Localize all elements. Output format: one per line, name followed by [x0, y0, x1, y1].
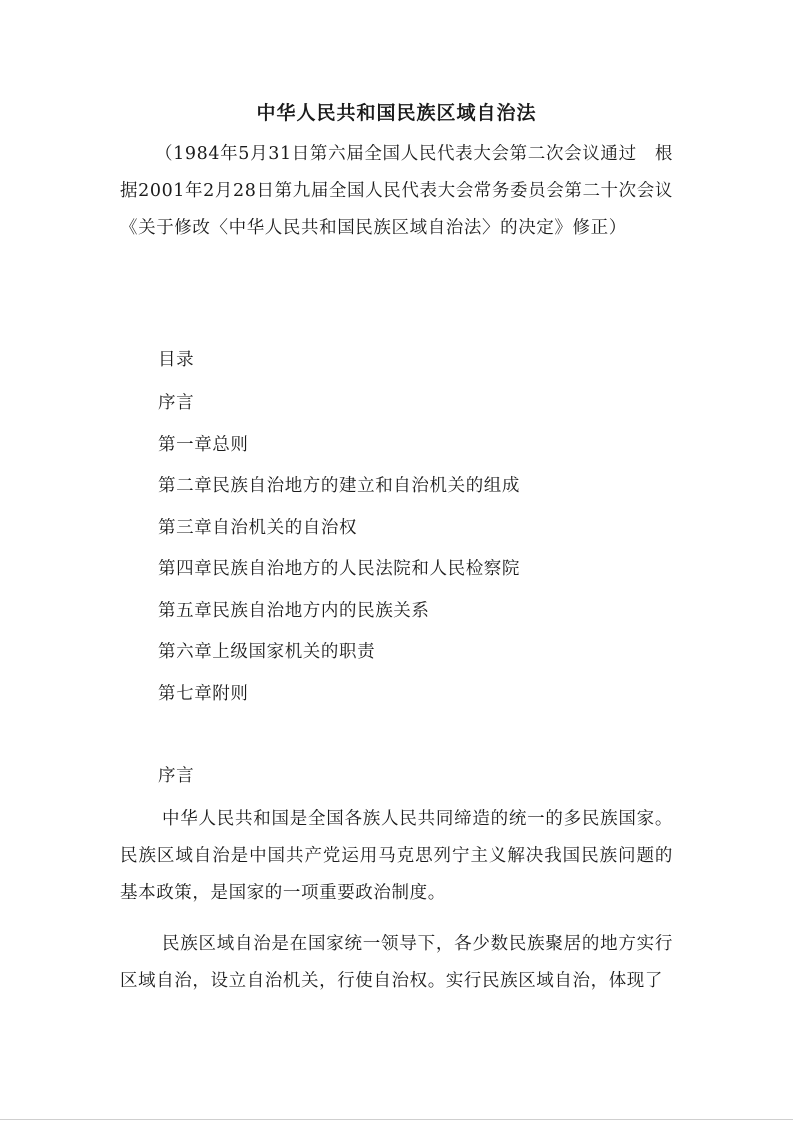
- toc-item: 第七章附则: [158, 684, 249, 704]
- toc-heading: 目录: [158, 350, 195, 370]
- toc-item: 序言: [158, 393, 195, 413]
- toc-item: 第六章上级国家机关的职责: [158, 642, 376, 662]
- toc-item: 第二章民族自治地方的建立和自治机关的组成: [158, 476, 520, 496]
- page-bottom-divider: [0, 1119, 793, 1120]
- preface-paragraph: 中华人民共和国是全国各族人民共同缔造的统一的多民族国家。民族区域自治是中国共产党运用马克思列宁主义解决我国民族问题的基本政策，是国家的一项重要政治制度。: [120, 809, 673, 903]
- preface-paragraph: 民族区域自治是在国家统一领导下，各少数民族聚居的地方实行区域自治，设立自治机关，行使自治权。实行民族区域自治，体现了: [120, 934, 673, 991]
- amendment-note: （1984年5月31日第六届全国人民代表大会第二次会议通过 根据2001年2月28日第九届全国人民代表大会常务委员会第二十次会议《关于修改〈中华人民共和国民族区域自治法〉的决定》修正）: [120, 144, 673, 238]
- preface-heading: 序言: [158, 766, 195, 786]
- toc-item: 第三章自治机关的自治权: [158, 518, 358, 538]
- toc-item: 第四章民族自治地方的人民法院和人民检察院: [158, 559, 520, 579]
- toc-item: 第五章民族自治地方内的民族关系: [158, 601, 430, 621]
- document-title: 中华人民共和国民族区域自治法: [256, 102, 537, 124]
- toc-item: 第一章总则: [158, 435, 249, 455]
